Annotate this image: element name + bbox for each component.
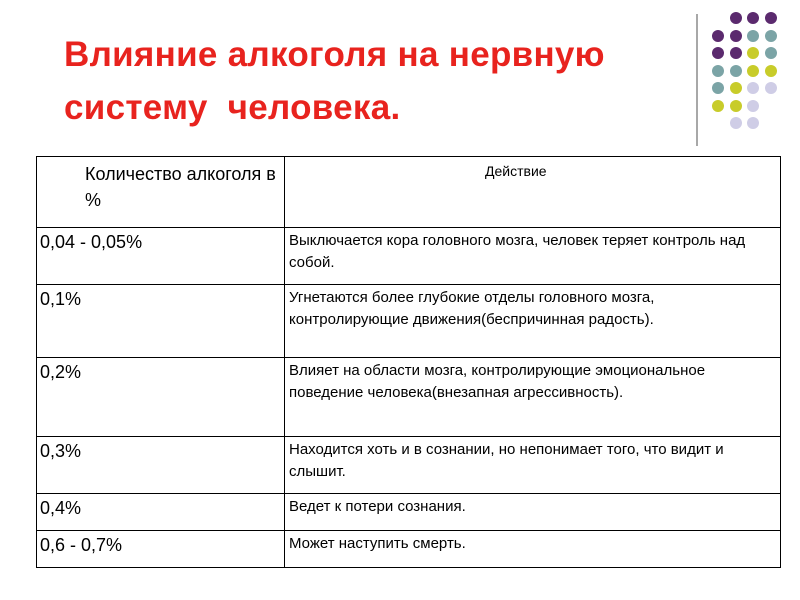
- table-row: [37, 531, 781, 568]
- amount-cell: 0,4%: [37, 494, 285, 531]
- action-cell: Может наступить смерть.: [285, 531, 781, 568]
- decorative-dot: [730, 82, 742, 94]
- amount-cell: 0,3%: [37, 437, 285, 494]
- decorative-dot: [730, 30, 742, 42]
- action-cell: Влияет на области мозга, контролирующие эмоциональное поведение человека(внезапная агрессивность).: [285, 358, 781, 437]
- decorative-dot: [712, 65, 724, 77]
- decorative-dot: [730, 12, 742, 24]
- action-cell: Находится хоть и в сознании, но непонимает того, что видит и слышит.: [285, 437, 781, 494]
- decorative-dot: [747, 117, 759, 129]
- decorative-dot: [747, 82, 759, 94]
- decorative-dot: [747, 100, 759, 112]
- decorative-dot: [712, 47, 724, 59]
- action-cell: Угнетаются более глубокие отделы головного мозга, контролирующие движения(беспричинная радость).: [285, 285, 781, 358]
- action-cell: Ведет к потери сознания.: [285, 494, 781, 531]
- decorative-dot: [730, 117, 742, 129]
- alcohol-effects-table: [36, 156, 781, 568]
- decorative-dot-grid: [0, 0, 800, 140]
- table-row: [37, 285, 781, 358]
- decorative-dot: [765, 82, 777, 94]
- header-action: Действие: [285, 157, 781, 228]
- decorative-dot: [747, 47, 759, 59]
- header-amount: Количество алкоголя в %: [37, 157, 285, 228]
- decorative-dot: [747, 12, 759, 24]
- decorative-dot: [712, 100, 724, 112]
- amount-cell: 0,1%: [37, 285, 285, 358]
- amount-cell: 0,04 - 0,05%: [37, 228, 285, 285]
- decorative-dot: [712, 30, 724, 42]
- amount-cell: 0,6 - 0,7%: [37, 531, 285, 568]
- decorative-dot: [730, 100, 742, 112]
- table-row: [37, 494, 781, 531]
- decorative-dot: [765, 30, 777, 42]
- decorative-dot: [730, 47, 742, 59]
- decorative-dot: [765, 47, 777, 59]
- decorative-dot: [765, 12, 777, 24]
- decorative-dot: [765, 65, 777, 77]
- action-cell: Выключается кора головного мозга, человек теряет контроль над собой.: [285, 228, 781, 285]
- decorative-dot: [730, 65, 742, 77]
- table-header-row: [37, 157, 781, 228]
- slide-title-line-2: систему человека.: [64, 88, 401, 127]
- decorative-dot: [747, 30, 759, 42]
- decorative-dot: [712, 82, 724, 94]
- amount-cell: 0,2%: [37, 358, 285, 437]
- table-row: [37, 228, 781, 285]
- decorative-dot: [747, 65, 759, 77]
- table-row: [37, 358, 781, 437]
- slide-title-line-1: Влияние алкоголя на нервную: [64, 35, 605, 74]
- table-row: [37, 437, 781, 494]
